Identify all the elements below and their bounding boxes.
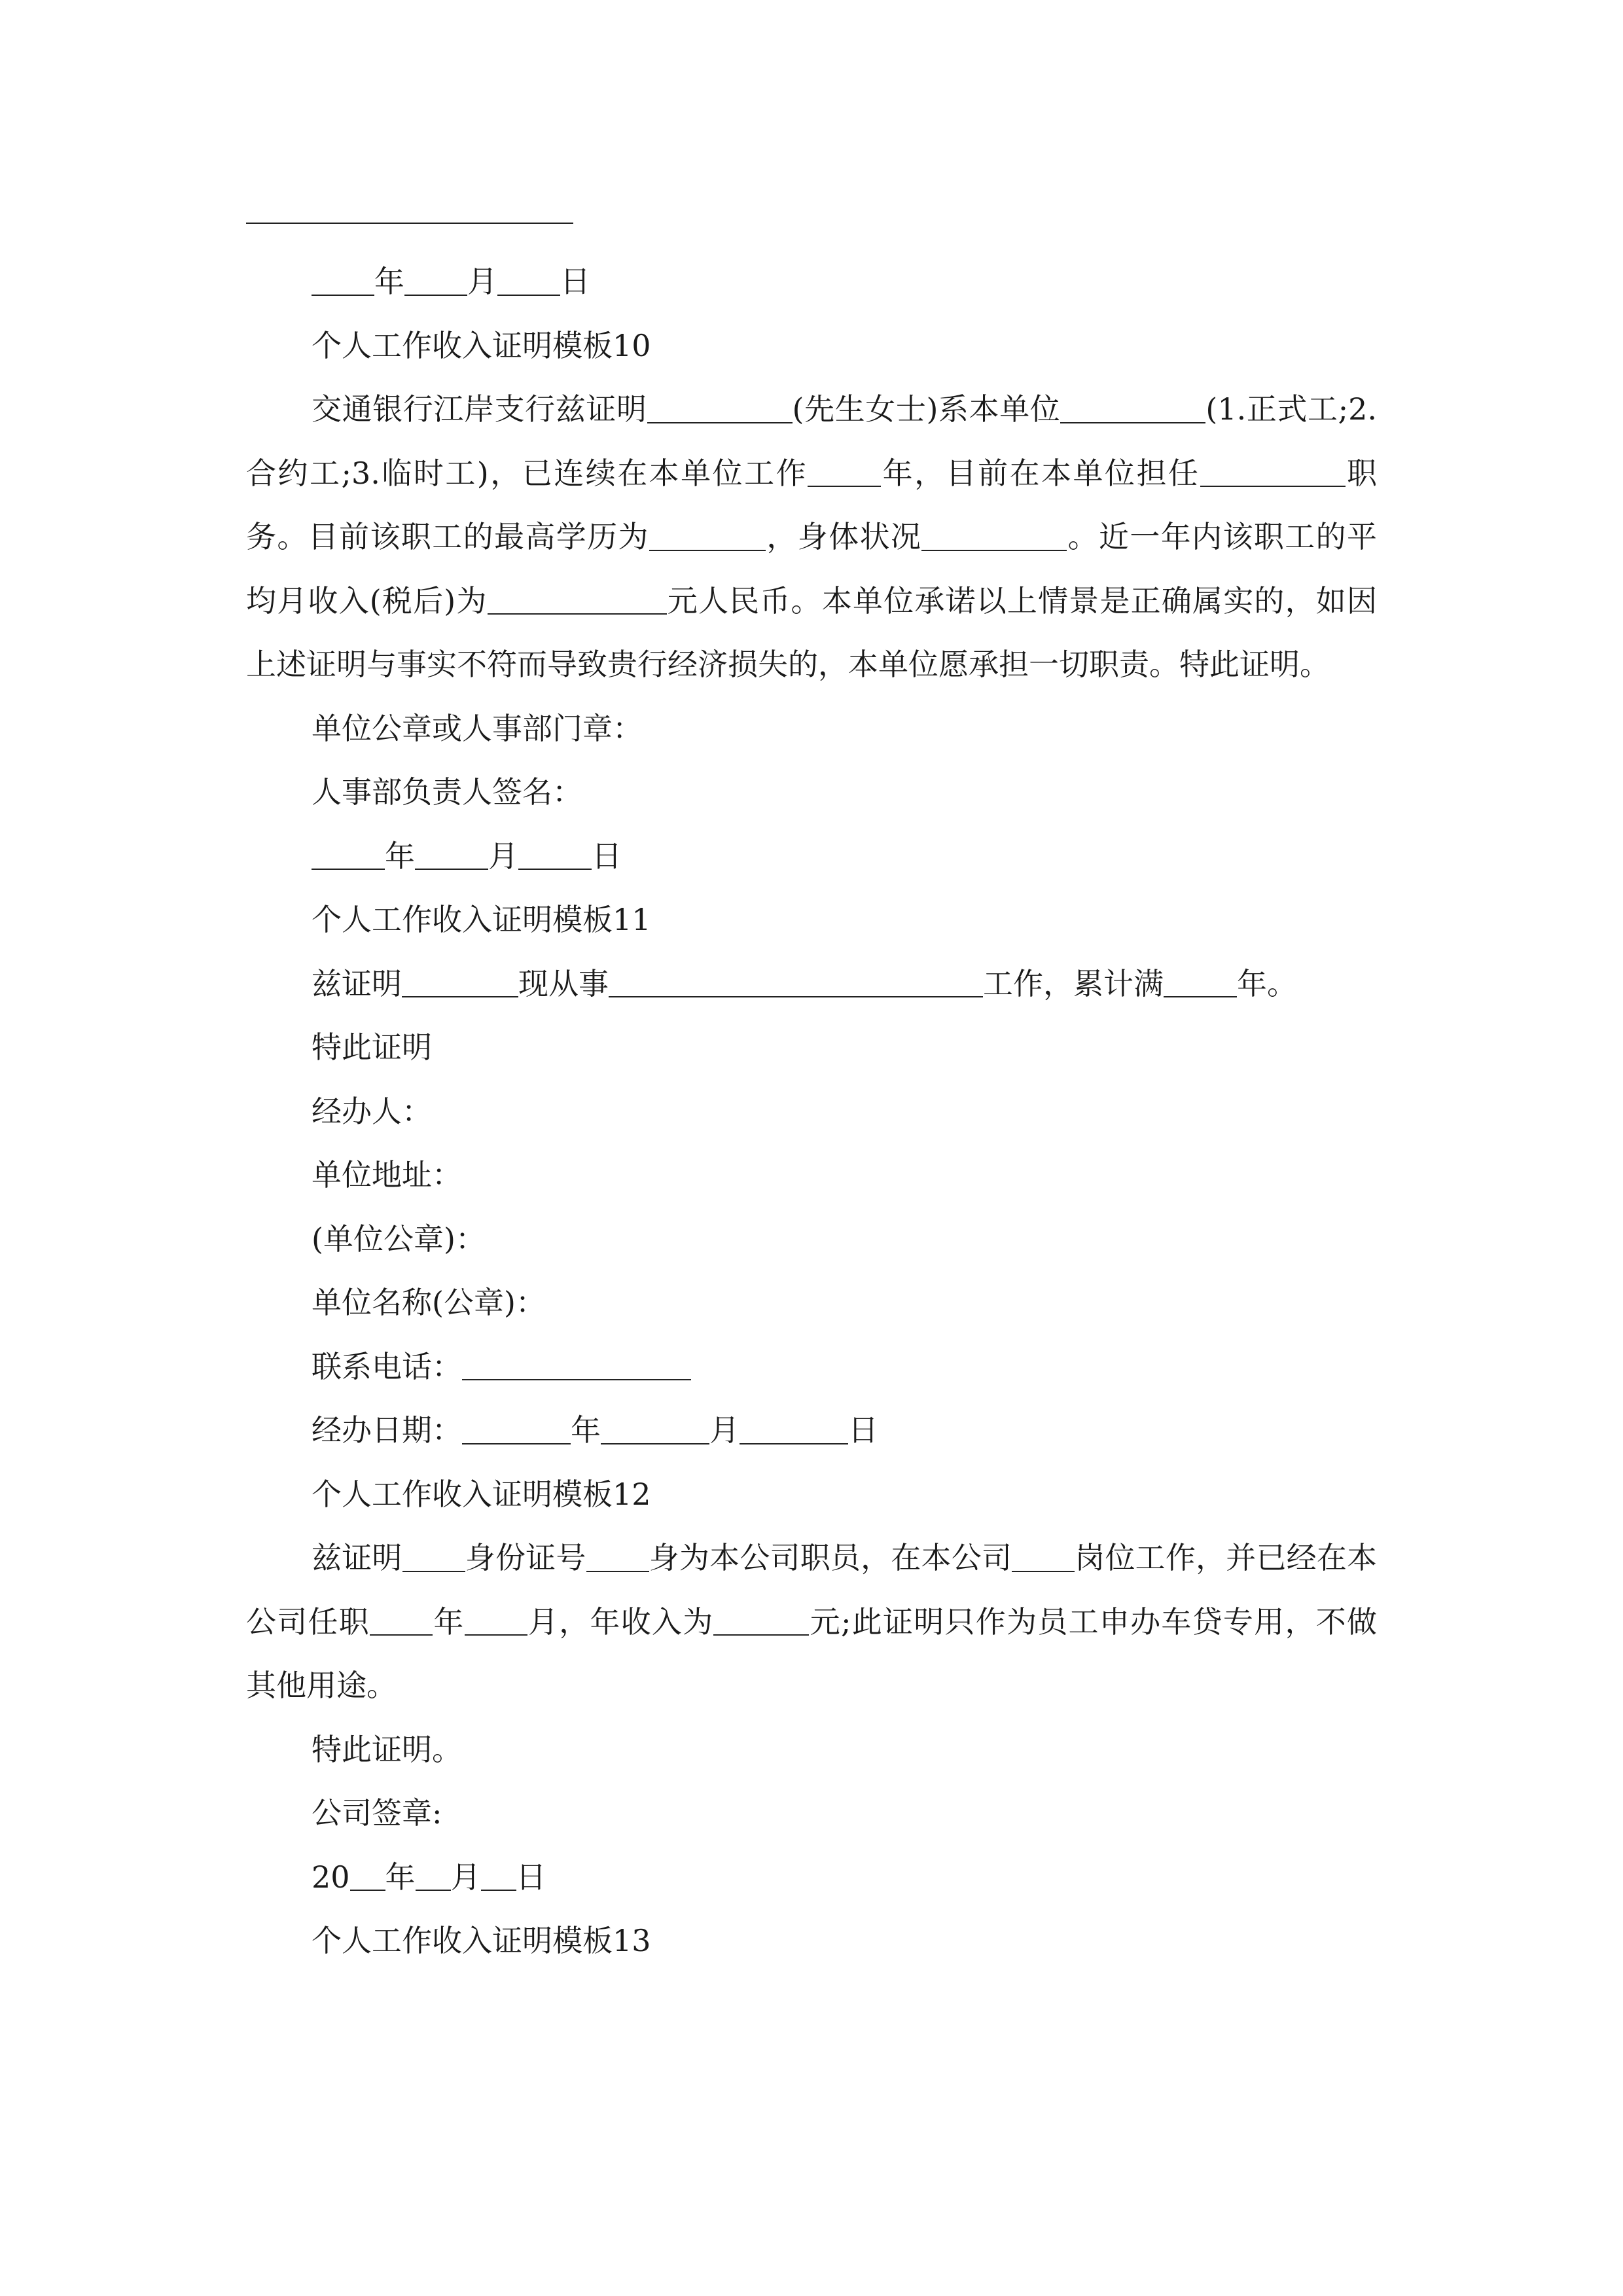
blank-field[interactable]: [465, 1604, 527, 1636]
seal-label: (单位公章)：: [312, 1221, 486, 1257]
blank-field[interactable]: [404, 264, 467, 296]
blank-field[interactable]: [416, 1859, 451, 1891]
phone-line: 联系电话：: [246, 1335, 1377, 1399]
blank-field[interactable]: [415, 838, 488, 870]
signature-label: 人事部负责人签名：: [312, 774, 582, 810]
certify-text: 特此证明: [312, 1030, 432, 1065]
date-line: 20 年 月 日: [312, 1859, 546, 1895]
phone-field[interactable]: [462, 1349, 691, 1380]
certificate-body: 兹证明 现从事 工作，累计满 年。: [312, 965, 1297, 1001]
date-line: 年 月 日: [246, 825, 1377, 889]
blank-field[interactable]: [481, 1859, 516, 1891]
blank-field[interactable]: [601, 1413, 709, 1444]
handler-label: 经办人：: [312, 1093, 432, 1129]
blank-field[interactable]: [370, 1604, 433, 1636]
section-heading: 个人工作收入证明模板11: [312, 902, 651, 937]
blank-field[interactable]: [402, 1541, 465, 1572]
certificate-body: 兹证明 身份证号 身为本公司职员，在本公司 岗位工作，并已经在本公司任职 年 月，年收入为 元;此证明只作为员工申办车贷专用，不做其他用途。: [246, 1540, 1378, 1703]
blank-field[interactable]: [462, 1413, 571, 1444]
blank-field[interactable]: [921, 520, 1067, 551]
blank-field[interactable]: [609, 966, 983, 997]
certificate-body: 交通银行江岸支行兹证明 (先生女士)系本单位 (1.正式工;2.合约工;3.临时工)，已连续在本单位工作 年，目前在本单位担任 职务。目前该职工的最高学历为 ，身体状况 。近一年内该职工的平均月收入(税后)为 元人民币。本单位承诺以上情景是正确属实的，如因上述证明与事实不符而导致贵行经济损失的，本单位愿承担一切职责。特此证明。: [246, 391, 1378, 682]
blank-field[interactable]: [518, 838, 592, 870]
blank-field[interactable]: [647, 392, 793, 423]
blank-field[interactable]: [488, 583, 667, 615]
blank-field[interactable]: [1060, 392, 1205, 423]
blank-field[interactable]: [649, 520, 766, 551]
address-label: 单位地址：: [312, 1157, 462, 1193]
date-line: 经办日期： 年 月 日: [312, 1412, 878, 1448]
section-heading: 个人工作收入证明模板10: [312, 327, 651, 363]
blank-field[interactable]: [402, 966, 518, 997]
section-heading: 个人工作收入证明模板12: [312, 1476, 651, 1512]
blank-field[interactable]: [586, 1541, 649, 1572]
blank-field[interactable]: [312, 264, 374, 296]
blank-field[interactable]: [1012, 1541, 1075, 1572]
signature-line: [246, 223, 573, 224]
certify-text: 特此证明。: [312, 1731, 462, 1767]
seal-label: 单位公章或人事部门章：: [312, 710, 643, 746]
blank-field[interactable]: [312, 838, 385, 870]
blank-field[interactable]: [740, 1413, 848, 1444]
section-heading: 个人工作收入证明模板13: [312, 1923, 651, 1958]
blank-field[interactable]: [1200, 456, 1346, 487]
blank-field[interactable]: [350, 1859, 385, 1891]
blank-field[interactable]: [713, 1604, 809, 1636]
blank-field[interactable]: [497, 264, 560, 296]
date-line: 年 月 日: [246, 250, 1377, 314]
stamp-label: 公司签章:: [312, 1795, 442, 1831]
company-name-label: 单位名称(公章)：: [312, 1285, 546, 1320]
blank-field[interactable]: [808, 456, 881, 487]
document-page: [246, 223, 1377, 1973]
blank-field[interactable]: [1164, 966, 1237, 997]
